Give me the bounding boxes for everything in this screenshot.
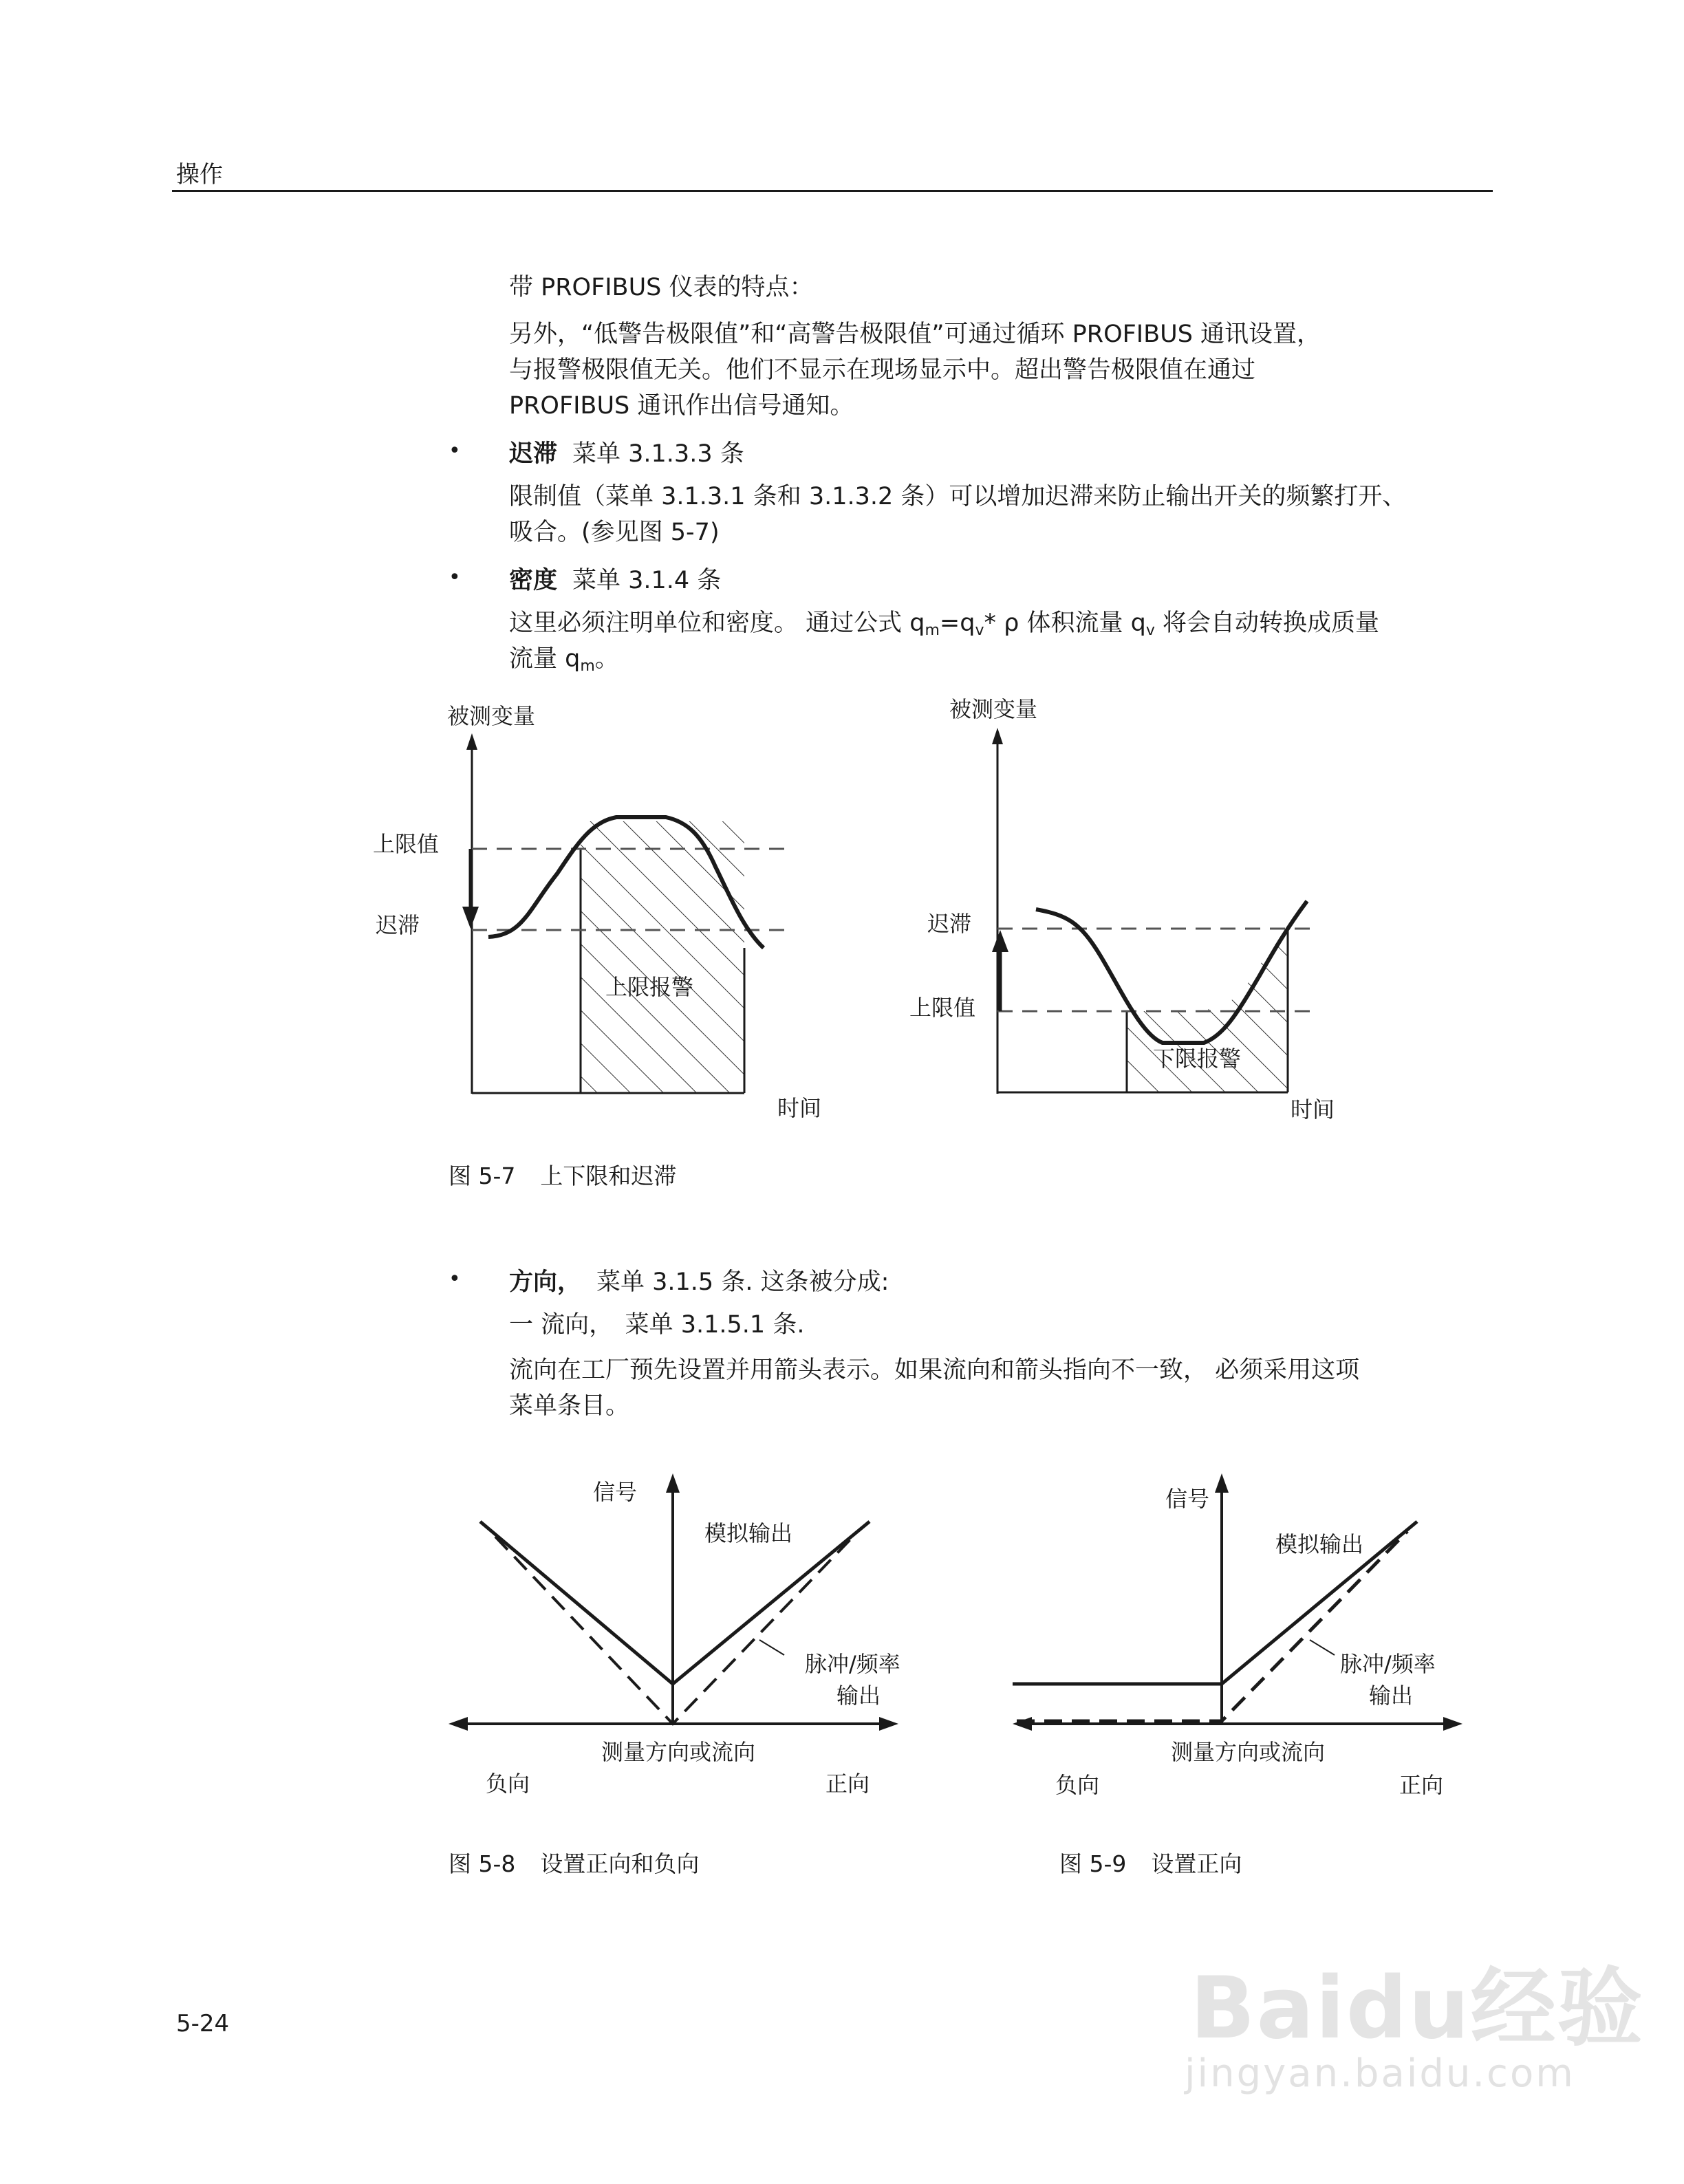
pos-label: 正向 <box>825 1771 870 1797</box>
density-line-2 <box>509 641 1486 684</box>
right-ylabel: 被测变量 <box>949 696 1038 722</box>
density-text-d: 将会自动转换成质量 <box>1154 609 1379 637</box>
density-term: 密度 <box>509 567 558 594</box>
figure-5-7 <box>344 688 1376 1169</box>
direction-heading <box>509 1263 889 1297</box>
profibus-line-1: 另外，“低警告极限值”和“高警告极限值”可通过循环 PROFIBUS 通讯设置， <box>509 321 1321 348</box>
right-xlabel: 时间 <box>1291 1096 1335 1123</box>
page-number: 5-24 <box>176 2010 230 2037</box>
x-axis-arrow-left <box>449 1717 468 1731</box>
running-header: 操作 <box>176 161 223 188</box>
hysteresis-line-2: 吸合。(参见图 5-7) <box>509 519 720 546</box>
y-axis-arrowhead <box>466 733 477 750</box>
x-axis-arrow-right <box>879 1717 898 1731</box>
signal-label: 信号 <box>1165 1486 1210 1512</box>
figure-5-9 <box>997 1458 1479 1816</box>
direction-line-2: 菜单条目。 <box>509 1392 630 1420</box>
caption-fig-5-9-num: 图 5-9 <box>1059 1850 1127 1877</box>
left-upper-label: 上限值 <box>373 831 440 857</box>
pulse-leader <box>759 1640 784 1655</box>
direction-subitem: 一 流向， 菜单 3.1.5.1 条. <box>509 1311 805 1339</box>
left-ylabel: 被测变量 <box>447 703 536 729</box>
analog-label: 模拟输出 <box>704 1520 793 1546</box>
profibus-title: 带 PROFIBUS 仪表的特点： <box>509 274 814 301</box>
hysteresis-arrowhead-up <box>992 930 1008 952</box>
pulse-leader <box>1310 1640 1335 1655</box>
chart-upper-limit <box>373 703 821 1121</box>
pulse-label-1: 脉冲/频率 <box>805 1651 900 1677</box>
pulse-label-2: 输出 <box>836 1683 881 1709</box>
right-alarm-label: 下限报警 <box>1153 1046 1242 1072</box>
x-axis-arrow-left <box>1013 1717 1032 1731</box>
hysteresis-arrowhead-down <box>462 907 479 929</box>
hysteresis-heading <box>509 435 744 469</box>
caption-fig-5-8 <box>449 1846 724 1879</box>
chart-lower-limit <box>909 696 1335 1123</box>
density-text-e: 流量 q <box>509 645 581 673</box>
caption-fig-5-8-num: 图 5-8 <box>449 1850 516 1877</box>
caption-fig-5-7 <box>449 1158 701 1191</box>
watermark-url: jingyan.baidu.com <box>1185 2051 1575 2096</box>
caption-fig-5-7-num: 图 5-7 <box>449 1163 516 1189</box>
pos-label: 正向 <box>1399 1772 1444 1798</box>
left-xlabel: 时间 <box>777 1095 822 1121</box>
bullet-density: • <box>449 565 461 590</box>
neg-label: 负向 <box>1055 1772 1100 1798</box>
profibus-line-2: 与报警极限值无关。他们不显示在现场显示中。超出警告极限值在通过 <box>509 356 1256 384</box>
pulse-output-line <box>1017 1531 1407 1721</box>
figure-5-8 <box>440 1458 908 1816</box>
caption-fig-5-9 <box>1059 1846 1266 1879</box>
direction-line-1: 流向在工厂预先设置并用箭头表示。如果流向和箭头指向不一致， 必须采用这项 <box>509 1356 1360 1384</box>
hysteresis-line-1: 限制值（菜单 3.1.3.1 条和 3.1.3.2 条）可以增加迟滞来防止输出开关的频繁打开、 <box>509 483 1407 510</box>
density-text-b: =q <box>939 609 975 637</box>
pulse-label-2: 输出 <box>1369 1683 1414 1709</box>
y-axis-arrowhead <box>992 728 1003 744</box>
x-axis-label: 测量方向或流向 <box>601 1739 756 1765</box>
analog-label: 模拟输出 <box>1275 1531 1364 1557</box>
density-menu: 菜单 3.1.4 条 <box>572 567 722 594</box>
x-axis-label: 测量方向或流向 <box>1171 1739 1326 1765</box>
density-sub-m: m <box>925 622 940 639</box>
y-axis-arrow <box>1215 1473 1229 1493</box>
density-sub-v2: v <box>1145 622 1155 639</box>
right-upper-label: 上限值 <box>909 995 976 1021</box>
caption-fig-5-9-text: 设置正向 <box>1151 1850 1242 1877</box>
density-text-f: 。 <box>594 645 619 673</box>
neg-label: 负向 <box>486 1771 530 1797</box>
direction-menu: 菜单 3.1.5 条. 这条被分成: <box>596 1268 889 1296</box>
density-heading <box>509 561 721 596</box>
signal-label: 信号 <box>593 1479 638 1505</box>
caption-fig-5-8-text: 设置正向和负向 <box>540 1850 700 1877</box>
profibus-line-3: PROFIBUS 通讯作出信号通知。 <box>509 392 854 420</box>
pulse-label-1: 脉冲/频率 <box>1340 1651 1436 1677</box>
direction-term: 方向， <box>509 1268 582 1296</box>
density-text-c: * ρ 体积流量 q <box>984 609 1146 637</box>
hysteresis-term: 迟滞 <box>509 440 558 468</box>
alarm-hatched-area <box>581 821 744 1093</box>
x-axis-arrow-right <box>1443 1717 1462 1731</box>
watermark-logo: Baidu经验 <box>1190 1959 1644 2058</box>
right-hyst-label: 迟滞 <box>927 911 972 937</box>
left-alarm-label: 上限报警 <box>605 974 694 1000</box>
density-text-a: 这里必须注明单位和密度。 通过公式 q <box>509 609 925 637</box>
hysteresis-menu: 菜单 3.1.3.3 条 <box>572 440 744 468</box>
bullet-hysteresis: • <box>449 439 461 463</box>
header-rule <box>172 190 1493 192</box>
density-sub-v: v <box>975 622 984 639</box>
density-sub-m2: m <box>580 658 595 675</box>
bullet-direction: • <box>449 1267 461 1291</box>
caption-fig-5-7-text: 上下限和迟滞 <box>540 1163 677 1189</box>
left-hyst-label: 迟滞 <box>376 912 420 938</box>
y-axis-arrow <box>666 1473 680 1493</box>
